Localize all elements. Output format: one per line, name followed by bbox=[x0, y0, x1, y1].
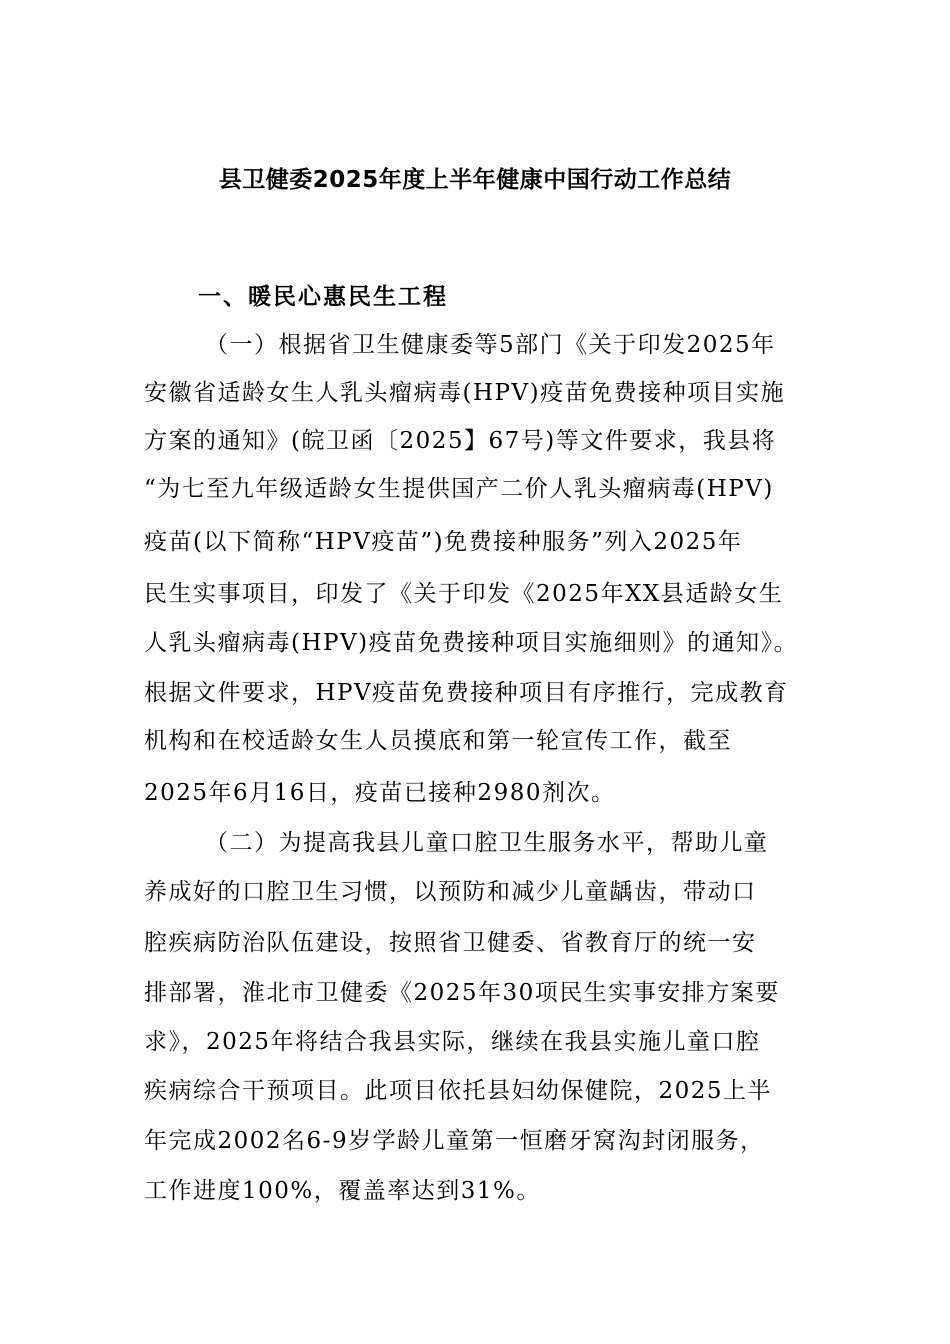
paragraph-1-line: 民生实事项目，印发了《关于印发《2025年XX县适龄女生 bbox=[144, 581, 784, 607]
paragraph-2-line: 年完成2002名6-9岁学龄儿童第一恒磨牙窝沟封闭服务， bbox=[144, 1128, 765, 1154]
paragraph-2-line: 工作进度100%，覆盖率达到31%。 bbox=[144, 1178, 541, 1204]
paragraph-1-line: 安徽省适龄女生人乳头瘤病毒(HPV)疫苗免费接种项目实施 bbox=[144, 380, 786, 406]
section-heading: 一、暖民心惠民生工程 bbox=[198, 283, 448, 310]
paragraph-1-line: 人乳头瘤病毒(HPV)疫苗免费接种项目实施细则》的通知》。 bbox=[144, 630, 799, 656]
paragraph-1-line: 机构和在校适龄女生人员摸底和第一轮宣传工作，截至 bbox=[144, 728, 732, 754]
document-title: 县卫健委2025年度上半年健康中国行动工作总结 bbox=[218, 167, 732, 193]
paragraph-2-line: 养成好的口腔卫生习惯，以预防和减少儿童龋齿，带动口 bbox=[144, 879, 757, 905]
paragraph-1-line: “为七至九年级适龄女生提供国产二价人乳头瘤病毒(HPV) bbox=[144, 476, 774, 502]
paragraph-2-line: 排部署，淮北市卫健委《2025年30项民生实事安排方案要 bbox=[144, 980, 780, 1006]
paragraph-1-line: 方案的通知》(皖卫函〔2025】67号)等文件要求，我县将 bbox=[144, 428, 777, 454]
paragraph-1-line: 疫苗(以下简称“HPV疫苗”)免费接种服务”列入2025年 bbox=[144, 529, 743, 555]
paragraph-2-line: 疾病综合干预项目。此项目依托县妇幼保健院，2025上半 bbox=[144, 1078, 773, 1104]
paragraph-1-line: 2025年6月16日，疫苗已接种2980剂次。 bbox=[144, 780, 616, 806]
paragraph-1-line: （一）根据省卫生健康委等5部门《关于印发2025年 bbox=[205, 332, 776, 358]
paragraph-1-line: 根据文件要求，HPV疫苗免费接种项目有序推行，完成教育 bbox=[144, 680, 789, 706]
paragraph-2-line: 腔疾病防治队伍建设，按照省卫健委、省教育厅的统一安 bbox=[144, 930, 757, 956]
paragraph-2-line: （二）为提高我县儿童口腔卫生服务水平，帮助儿童 bbox=[205, 830, 769, 856]
paragraph-2-line: 求》，2025年将结合我县实际，继续在我县实施儿童口腔 bbox=[144, 1029, 761, 1055]
